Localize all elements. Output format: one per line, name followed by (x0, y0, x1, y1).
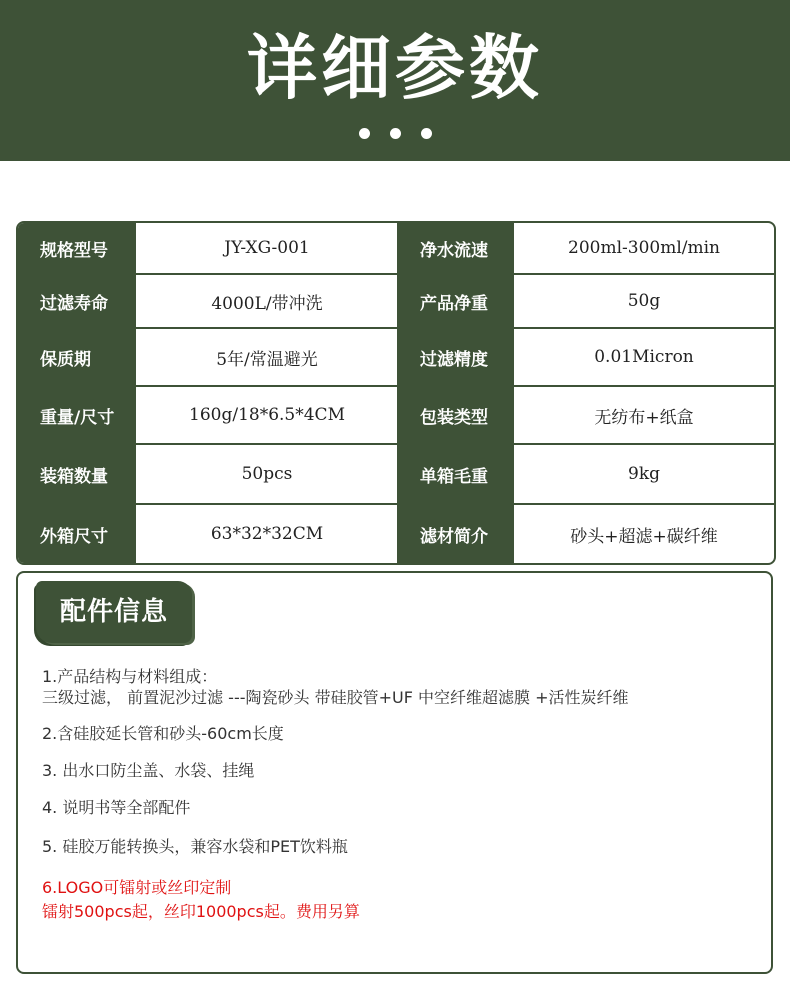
spec-label: 重量/尺寸 (18, 387, 136, 443)
spec-value: 9kg (628, 464, 660, 484)
spec-label: 净水流速 (398, 223, 514, 273)
spec-label: 单箱毛重 (398, 445, 514, 503)
spec-label: 包装类型 (398, 387, 514, 443)
spec-value: 4000L/带冲洗 (211, 293, 323, 314)
dot-icon (359, 128, 370, 139)
accessory-line: 三级过滤， 前置泥沙过滤 ---陶瓷砂头 带硅胶管+UF 中空纤维超滤膜 +活性炭纤维 (42, 688, 629, 707)
spec-value: JY-XG-001 (224, 238, 310, 258)
decorative-dots (0, 124, 790, 143)
spec-value: 砂头+超滤+碳纤维 (570, 526, 718, 547)
customization-note: 镭射500pcs起，丝印1000pcs起。费用另算 (42, 902, 360, 921)
spec-label: 保质期 (18, 329, 136, 385)
spec-label: 装箱数量 (18, 445, 136, 503)
spec-value: 160g/18*6.5*4CM (189, 405, 345, 425)
accessories-title: 配件信息 (59, 597, 168, 627)
accessories-badge (36, 581, 192, 643)
spec-value: 200ml-300ml/min (568, 238, 720, 258)
spec-value: 无纺布+纸盒 (594, 407, 694, 428)
spec-label: 过滤精度 (398, 329, 514, 385)
spec-table (16, 221, 776, 565)
dot-icon (421, 128, 432, 139)
spec-label: 过滤寿命 (18, 275, 136, 327)
table-row (18, 329, 774, 387)
spec-value: 0.01Micron (594, 347, 694, 367)
accessory-line: 1.产品结构与材料组成： (42, 667, 218, 686)
table-row (18, 387, 774, 445)
spec-value: 50g (627, 291, 661, 311)
accessory-line: 3. 出水口防尘盖、水袋、挂绳 (42, 761, 255, 780)
dot-icon (390, 128, 401, 139)
accessory-line: 5. 硅胶万能转换头，兼容水袋和PET饮料瓶 (42, 837, 348, 856)
table-row (18, 275, 774, 329)
accessory-line: 4. 说明书等全部配件 (42, 798, 191, 817)
spec-label: 规格型号 (18, 223, 136, 273)
page-title: 详细参数 (247, 27, 543, 109)
column-divider (397, 223, 399, 563)
table-row (18, 445, 774, 505)
header-banner (0, 0, 790, 161)
spec-value: 5年/常温避光 (216, 349, 318, 370)
spec-value: 63*32*32CM (210, 524, 324, 544)
table-row (18, 505, 774, 563)
customization-note: 6.LOGO可镭射或丝印定制 (42, 878, 232, 897)
accessory-line: 2.含硅胶延长管和砂头-60cm长度 (42, 724, 284, 743)
table-row (18, 223, 774, 275)
accessories-panel (16, 571, 773, 974)
spec-value: 50pcs (241, 464, 293, 484)
spec-label: 滤材简介 (398, 505, 514, 563)
spec-label: 外箱尺寸 (18, 505, 136, 563)
spec-label: 产品净重 (398, 275, 514, 327)
